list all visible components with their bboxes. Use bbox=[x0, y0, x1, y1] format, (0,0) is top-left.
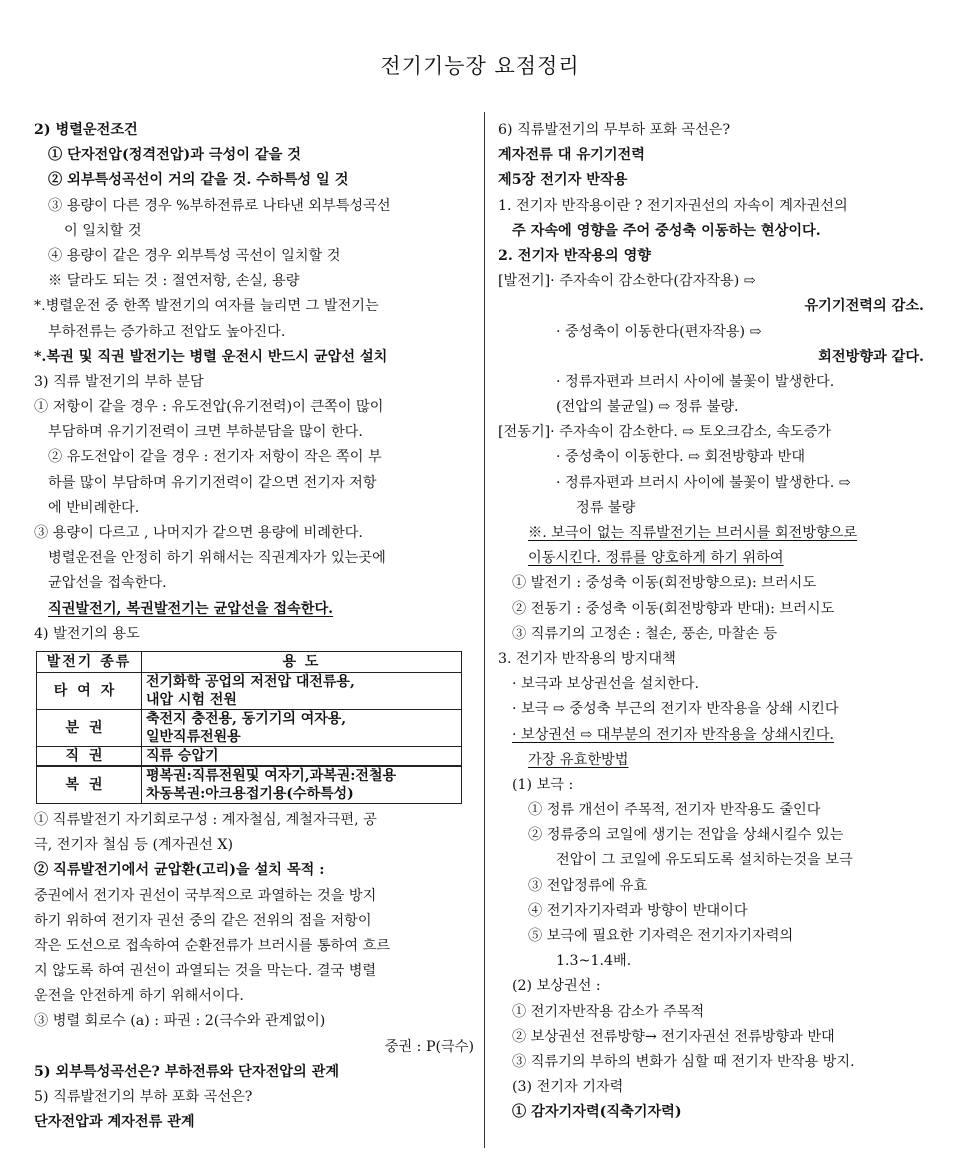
text-line: ① 직류발전기 자기회로구성 : 계자철심, 계철자극편, 공 bbox=[34, 811, 377, 828]
text-line: 하를 많이 부담하며 유기기전력이 같으면 전기자 저항 bbox=[48, 474, 377, 491]
text-line: 작은 도선으로 접속하여 순환전류가 브러시를 통하여 흐르 bbox=[34, 937, 390, 954]
text-line: 병렬운전을 안정히 하기 위해서는 직권계자가 있는곳에 bbox=[48, 550, 386, 567]
text-line: ※. 보극이 없는 직류발전기는 브러시를 회전방향으로 bbox=[528, 525, 858, 541]
text-line: 주 자속에 영향을 주어 중성축 이동하는 현상이다. bbox=[512, 222, 821, 239]
text-line: 가장 유효한방법 bbox=[528, 751, 629, 768]
text-line: ③ 용량이 다른 경우 %부하전류로 나타낸 외부특성곡선 bbox=[48, 197, 391, 214]
text-line: 1. 전기자 반작용이란 ? 전기자권선의 자속이 계자권선의 bbox=[498, 197, 848, 214]
text-line: 2) 병렬운전조건 bbox=[34, 122, 138, 138]
text-line: (전압의 불균일) ⇨ 정류 불량. bbox=[556, 399, 739, 416]
use-line: 직류 승압기 bbox=[146, 747, 219, 764]
text-line: ① 감자기자력(직축기자력) bbox=[512, 1104, 682, 1121]
generator-use-cell bbox=[142, 766, 462, 804]
use-line: 전기화학 공업의 저전압 대전류용, bbox=[146, 673, 355, 690]
text-line: 제5장 전기자 반작용 bbox=[498, 172, 628, 189]
use-line: 축전지 충전용, 동기기의 여자용, bbox=[146, 710, 347, 727]
table-header-row bbox=[37, 651, 462, 672]
table-header-use: 용 도 bbox=[142, 651, 462, 672]
text-line: ※ 달라도 되는 것 : 절연저항, 손실, 용량 bbox=[48, 273, 300, 290]
text-line: ① 저항이 같을 경우 : 유도전압(유기전력)이 큰쪽이 많이 bbox=[34, 399, 384, 416]
text-line: 직권발전기, 복권발전기는 균압선을 접속한다. bbox=[48, 600, 334, 617]
table-row bbox=[37, 672, 462, 709]
text-line: ③ 전압정류에 유효 bbox=[528, 877, 648, 894]
text-line: ④ 용량이 같은 경우 외부특성 곡선이 일치할 것 bbox=[48, 247, 341, 264]
table-row bbox=[37, 766, 462, 804]
left-column bbox=[34, 118, 474, 1135]
table-header-kind: 발전기 종류 bbox=[37, 651, 142, 672]
text-line: 정류 불량 bbox=[576, 499, 636, 516]
text-line: 전압이 그 코일에 유도되도록 설치하는것을 보극 bbox=[556, 852, 853, 869]
text-line: · 보극과 보상권선을 설치한다. bbox=[512, 676, 700, 693]
text-line: [전동기]· 주자속이 감소한다. ⇨ 토오크감소, 속도증가 bbox=[498, 424, 832, 441]
text-line: 유기기전력의 감소. bbox=[804, 298, 924, 315]
generator-use-cell bbox=[142, 672, 462, 709]
text-line: 2. 전기자 반작용의 영향 bbox=[498, 247, 651, 264]
text-line: · 보상권선 ⇨ 대부분의 전기자 반작용을 상쇄시킨다. bbox=[512, 726, 835, 743]
text-line: · 중성축이 이동한다. ⇨ 회전방향과 반대 bbox=[556, 449, 806, 466]
text-line: ① 전기자반작용 감소가 주목적 bbox=[512, 1003, 705, 1020]
text-line: 6) 직류발전기의 무부하 포화 곡선은? bbox=[498, 122, 731, 138]
text-line: ① 정류 개선이 주목적, 전기자 반작용도 줄인다 bbox=[528, 802, 821, 819]
text-line: 3) 직류 발전기의 부하 분담 bbox=[34, 373, 204, 390]
text-line: (3) 전기자 기자력 bbox=[512, 1079, 624, 1096]
text-line: 5) 외부특성곡선은? 부하전류와 단자전압의 관계 bbox=[34, 1063, 340, 1080]
generator-kind-cell: 분권 bbox=[37, 709, 142, 746]
text-line: (1) 보극 : bbox=[512, 776, 574, 793]
text-line: 1.3~1.4배. bbox=[556, 953, 632, 970]
generator-kind-cell: 직권 bbox=[37, 746, 142, 766]
generator-use-cell bbox=[142, 746, 462, 766]
text-line: 단자전압과 계자전류 관계 bbox=[34, 1114, 195, 1131]
table-row bbox=[37, 746, 462, 766]
use-line: 평복권:직류전원및 여자기,과복권:전철용 bbox=[146, 767, 396, 784]
generator-kind-cell: 복권 bbox=[37, 766, 142, 804]
text-line: · 정류자편과 브러시 사이에 불꽃이 발생한다. bbox=[556, 373, 835, 390]
text-line: · 보극 ⇨ 중성축 부근의 전기자 반작용을 상쇄 시킨다 bbox=[512, 701, 839, 718]
text-line: ③ 병렬 회로수 (a) : 파권 : 2(극수와 관계없이) bbox=[34, 1013, 326, 1030]
text-line: ③ 직류기의 고정손 : 철손, 풍손, 마찰손 등 bbox=[512, 625, 778, 642]
text-line: 중권 : P(극수) bbox=[384, 1038, 474, 1055]
generator-use-cell bbox=[142, 709, 462, 746]
text-line: 계자전류 대 유기기전력 bbox=[498, 147, 645, 164]
text-line: 3. 전기자 반작용의 방지대책 bbox=[498, 650, 676, 667]
text-line: ③ 직류기의 부하의 변화가 심할 때 전기자 반작용 방지. bbox=[512, 1053, 855, 1070]
text-line: (2) 보상권선 : bbox=[512, 978, 601, 995]
text-line: 중권에서 전기자 권선이 국부적으로 과열하는 것을 방지 bbox=[34, 887, 377, 904]
text-line: 부하전류는 증가하고 전압도 높아진다. bbox=[48, 323, 286, 340]
use-line: 일반직류전원용 bbox=[146, 728, 241, 745]
text-line: 부담하며 유기기전력이 크면 부하분담을 많이 한다. bbox=[48, 424, 363, 441]
text-line: [발전기]· 주자속이 감소한다(감자작용) ⇨ bbox=[498, 273, 756, 290]
text-line: 회전방향과 같다. bbox=[818, 348, 924, 365]
text-line: ② 전동기 : 중성축 이동(회전방향과 반대): 브러시도 bbox=[512, 600, 835, 617]
text-line: 운전을 안전하게 하기 위해서이다. bbox=[34, 988, 244, 1005]
right-text-block bbox=[498, 118, 924, 1126]
text-line: ① 발전기 : 중성축 이동(회전방향으로): 브러시도 bbox=[512, 575, 817, 592]
text-line: ② 정류중의 코일에 생기는 전압을 상쇄시킬수 있는 bbox=[528, 827, 844, 844]
text-line: · 중성축이 이동한다(편자작용) ⇨ bbox=[556, 323, 762, 340]
text-line: 에 반비례한다. bbox=[48, 499, 140, 516]
text-line: 극, 전기자 철심 등 (계자권선 X) bbox=[34, 837, 233, 854]
text-line: ② 직류발전기에서 균압환(고리)을 설치 목적 : bbox=[34, 862, 325, 879]
text-line: ⑤ 보극에 필요한 기자력은 전기자기자력의 bbox=[528, 928, 794, 944]
text-line: ① 단자전압(정격전압)과 극성이 같을 것 bbox=[48, 147, 301, 164]
text-line: 4) 발전기의 용도 bbox=[34, 625, 140, 642]
text-line: ② 외부특성곡선이 거의 같을 것. 수하특성 일 것 bbox=[48, 172, 349, 189]
text-line: 균압선을 접속한다. bbox=[48, 575, 167, 592]
text-line: 이 일치할 것 bbox=[64, 222, 142, 239]
left-text-block-top bbox=[34, 118, 474, 647]
text-line: 지 않도록 하여 권선이 과열되는 것을 막는다. 결국 병렬 bbox=[34, 963, 377, 980]
text-line: ② 유도전압이 같을 경우 : 전기자 저항이 작은 쪽이 부 bbox=[48, 449, 382, 466]
text-line: ③ 용량이 다르고 , 나머지가 같으면 용량에 비례한다. bbox=[34, 525, 363, 541]
column-divider bbox=[484, 112, 485, 1148]
text-line: ② 보상권선 전류방향→ 전기자권선 전류방향과 반대 bbox=[512, 1028, 835, 1045]
generator-usage-table bbox=[36, 651, 462, 804]
text-line: 하기 위하여 전기자 권선 중의 같은 전위의 점을 저항이 bbox=[34, 912, 372, 929]
right-column bbox=[498, 118, 924, 1126]
table-row bbox=[37, 709, 462, 746]
text-line: 이동시킨다. 정류를 양호하게 하기 위하여 bbox=[528, 550, 784, 567]
text-line: · 정류자편과 브러시 사이에 불꽃이 발생한다. ⇨ bbox=[556, 474, 851, 491]
page-title: 전기기능장 요점정리 bbox=[380, 54, 580, 78]
left-text-block-bottom bbox=[34, 808, 474, 1135]
use-line: 내압 시험 전원 bbox=[146, 691, 237, 708]
text-line: *.병렬운전 중 한쪽 발전기의 여자를 늘리면 그 발전기는 bbox=[34, 298, 379, 315]
text-line: 5) 직류발전기의 부하 포화 곡선은? bbox=[34, 1089, 253, 1105]
generator-kind-cell: 타여자 bbox=[37, 672, 142, 709]
text-line: *.복권 및 직권 발전기는 병렬 운전시 반드시 균압선 설치 bbox=[34, 348, 388, 365]
use-line: 차동복권:아크용접기용(수하특성) bbox=[146, 785, 354, 802]
text-line: ④ 전기자기자력과 방향이 반대이다 bbox=[528, 902, 748, 919]
